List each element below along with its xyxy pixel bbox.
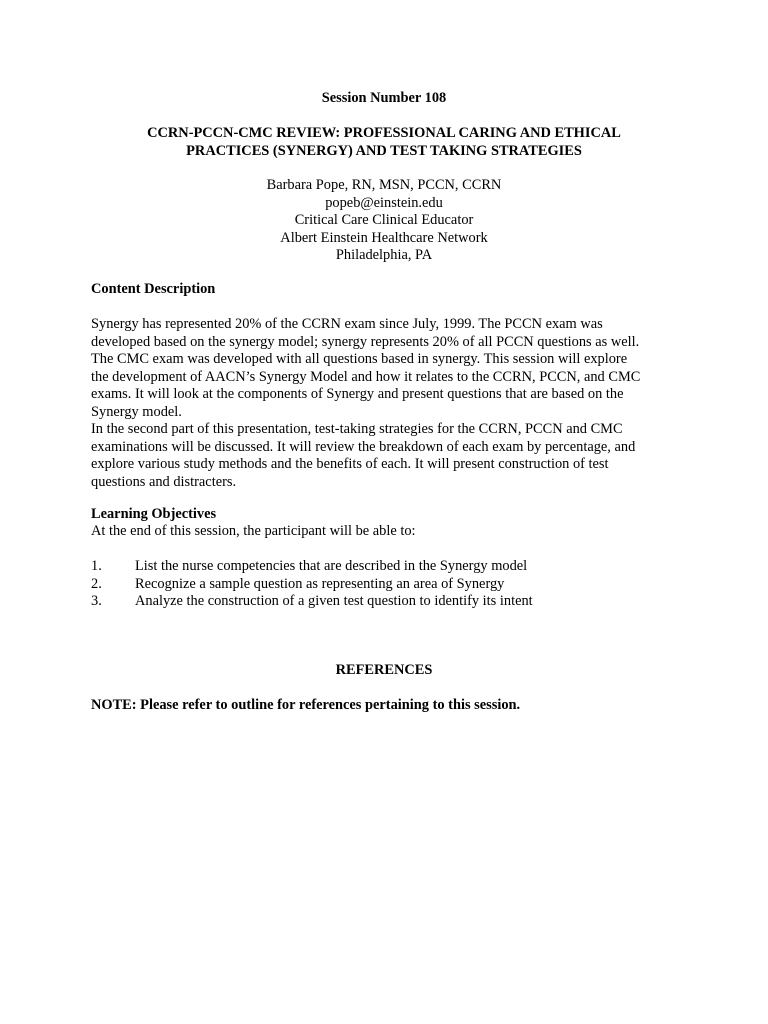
objective-text: Recognize a sample question as representing an area of Synergy	[135, 575, 505, 592]
objective-text: List the nurse competencies that are described in the Synergy model	[135, 558, 528, 574]
content-line: The CMC exam was developed with all questions based in synergy. This session will explore	[91, 351, 628, 367]
content-description-heading: Content Description	[91, 281, 216, 297]
session-number: Session Number 108	[321, 90, 447, 106]
content-line: Synergy has represented 20% of the CCRN exam since July, 1999. The PCCN exam was	[91, 316, 603, 332]
content-line: examinations will be discussed. It will review the breakdown of each exam by percentage, and	[91, 438, 636, 455]
objective-item	[91, 558, 691, 576]
content-line: Synergy model.	[91, 403, 182, 420]
session-title-line-2: PRACTICES (SYNERGY) AND TEST TAKING STRATEGIES	[186, 142, 582, 159]
content-line: developed based on the synergy model; synergy represents 20% of all PCCN questions as well.	[91, 333, 640, 350]
references-heading: REFERENCES	[335, 662, 433, 678]
references-note: NOTE: Please refer to outline for references pertaining to this session.	[91, 697, 521, 713]
content-line: the development of AACN’s Synergy Model and how it relates to the CCRN, PCCN, and CMC	[91, 368, 641, 385]
content-line: explore various study methods and the benefits of each. It will present construction of test	[91, 456, 609, 472]
author-organization: Albert Einstein Healthcare Network	[280, 229, 488, 246]
objective-number: 1.	[91, 558, 102, 574]
content-line: questions and distracters.	[91, 473, 237, 490]
author-role: Critical Care Clinical Educator	[294, 212, 474, 228]
objective-item	[91, 576, 691, 594]
session-title-line-1: CCRN-PCCN-CMC REVIEW: PROFESSIONAL CARING AND ETHICAL	[147, 125, 621, 141]
session-title	[100, 125, 668, 160]
content-line: exams. It will look at the components of Synergy and present questions that are based on the	[91, 386, 624, 402]
objective-number: 2.	[91, 575, 102, 592]
objective-text: Analyze the construction of a given test question to identify its intent	[135, 593, 533, 609]
content-description-body	[91, 316, 691, 491]
content-line: In the second part of this presentation, test-taking strategies for the CCRN, PCCN and CMC	[91, 421, 623, 437]
author-block	[0, 177, 768, 265]
learning-objectives-heading: Learning Objectives	[91, 506, 217, 522]
learning-objectives-intro: At the end of this session, the participant will be able to:	[91, 523, 416, 539]
objective-number: 3.	[91, 593, 102, 609]
author-location: Philadelphia, PA	[335, 247, 433, 263]
author-name: Barbara Pope, RN, MSN, PCCN, CCRN	[266, 177, 502, 193]
objective-item	[91, 593, 691, 611]
learning-objectives-list	[91, 558, 691, 611]
author-email: popeb@einstein.edu	[325, 194, 443, 211]
